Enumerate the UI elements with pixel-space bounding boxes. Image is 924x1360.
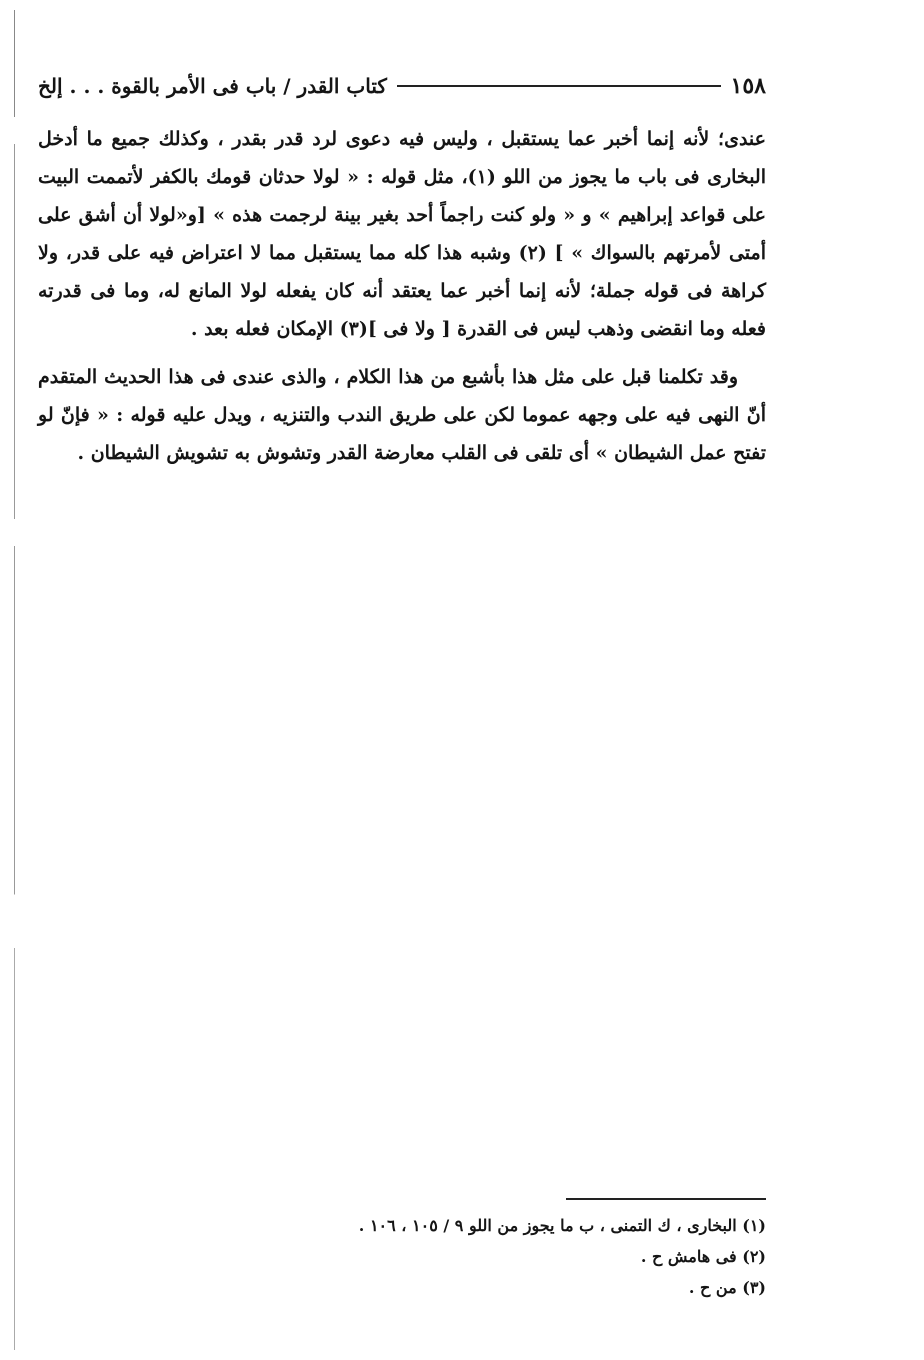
running-title: كتاب القدر / باب فى الأمر بالقوة . . . إلخ [38, 74, 387, 98]
footnote-separator [566, 1198, 766, 1200]
paragraph-1: عندى؛ لأنه إنما أخبر عما يستقبل ، وليس فيه دعوى لرد قدر بقدر ، وكذلك جميع ما أدخل البخارى فى باب ما يجوز من اللو (١)، مثل قوله : « لولا حدثان قومك بالكفر لأتممت البيت على قواعد إبراهيم » و « ولو كنت راجماً أحد بغير بينة لرجمت هذه » [و«لولا أن أشق على أمتى لأمرتهم بالسواك » ] (٢) وشبه هذا كله مما يستقبل مما لا اعتراض فيه على قدر، ولا كراهة فى قوله جملة؛ لأنه إنما أخبر عما يعتقد أنه كان يفعله لولا المانع له، وما فى قدرته فعله وما انقضى وذهب ليس فى القدرة [ ولا فى ](٣) الإمكان فعله بعد . [38, 128, 767, 340]
scan-edge-line [14, 10, 15, 1350]
page-header [38, 68, 766, 104]
paragraph-2: وقد تكلمنا قبل على مثل هذا بأشبع من هذا الكلام ، والذى عندى فى هذا الحديث المتقدم أنّ النهى فيه على وجهه عموما لكن على طريق الندب والتنزيه ، ويدل عليه قوله : « فإنّ لو تفتح عمل الشيطان » أى تلقى فى القلب معارضة القدر وتشوش به تشويش الشيطان . [38, 366, 766, 464]
page-number: ١٥٨ [730, 73, 766, 99]
footnote-2: (٢) فى هامش ح . [640, 1247, 766, 1266]
footnotes [38, 1210, 766, 1303]
header-rule [397, 85, 721, 87]
footnote-1: (١) البخارى ، ك التمنى ، ب ما يجوز من اللو ٩ / ١٠٥ ، ١٠٦ . [358, 1216, 766, 1235]
main-text [38, 120, 766, 472]
footnote-3: (٣) من ح . [688, 1278, 766, 1297]
